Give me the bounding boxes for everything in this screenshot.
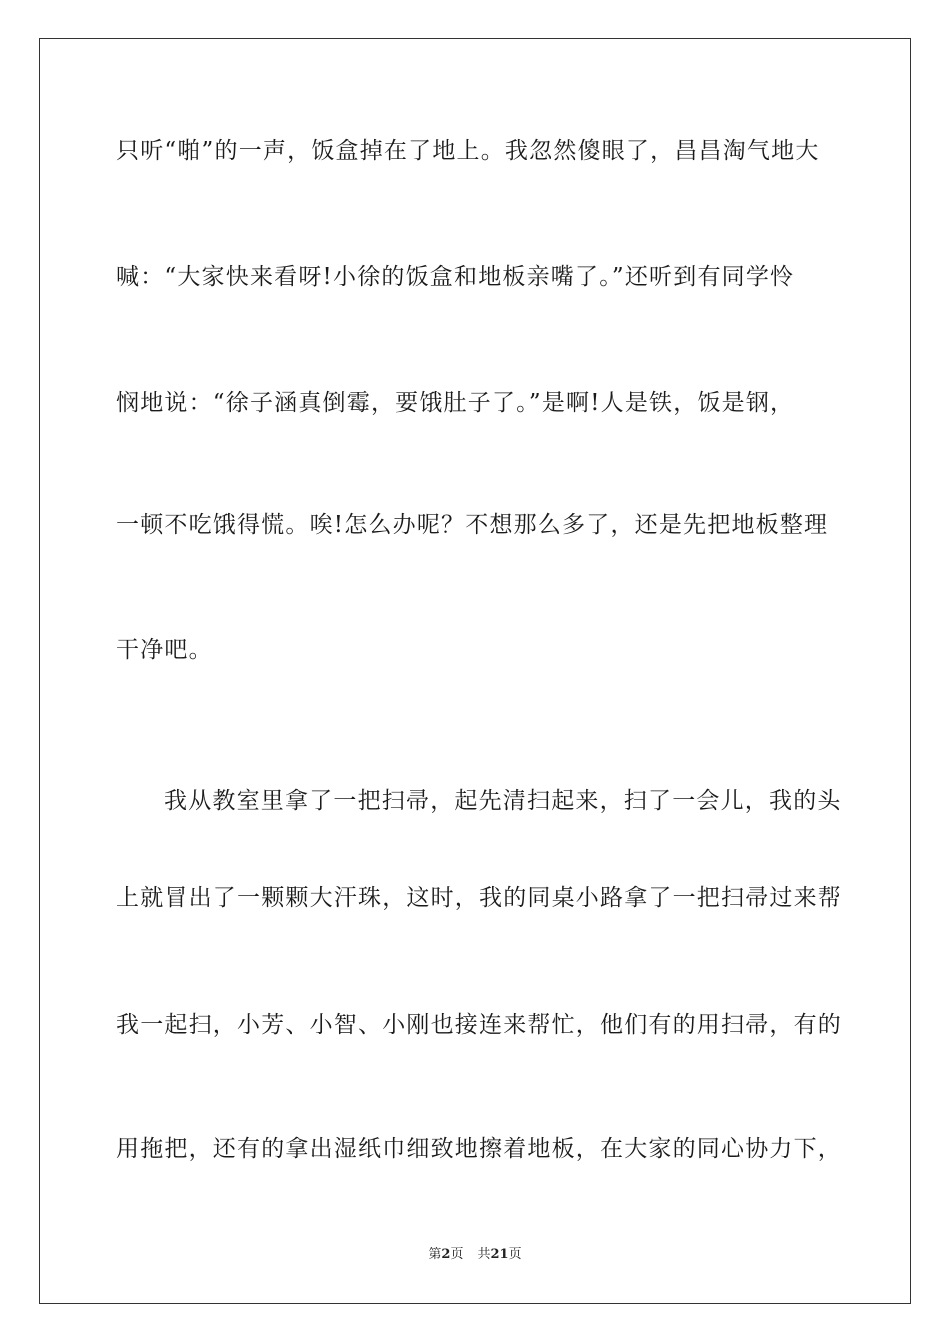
text-line-6: 我从教室里拿了一把扫帚，起先清扫起来，扫了一会儿，我的头: [164, 788, 842, 814]
page-footer: [0, 1246, 950, 1264]
page-border: [39, 38, 911, 1304]
footer-page-prefix: 第: [428, 1247, 442, 1262]
footer-total-pages: 21: [490, 1247, 509, 1262]
footer-page-suffix: 页: [450, 1247, 464, 1262]
text-line-9: 用拖把，还有的拿出湿纸巾细致地擦着地板，在大家的同心协力下，: [116, 1136, 842, 1162]
footer-total-suffix: 页: [508, 1247, 522, 1262]
footer-total-prefix: 共: [477, 1247, 491, 1262]
text-line-1: 只听“啪”的一声，饭盒掉在了地上。我忽然傻眼了，昌昌淘气地大: [116, 138, 820, 164]
footer-page-number: 2: [441, 1247, 451, 1262]
text-line-3: 悯地说：“徐子涵真倒霉，要饿肚子了。”是啊!人是铁，饭是钢，: [116, 390, 795, 416]
text-line-2: 喊：“大家快来看呀!小徐的饭盒和地板亲嘴了。”还听到有同学怜: [116, 264, 795, 290]
text-line-8: 我一起扫，小芳、小智、小刚也接连来帮忙，他们有的用扫帚，有的: [116, 1012, 842, 1038]
text-line-7: 上就冒出了一颗颗大汗珠，这时，我的同桌小路拿了一把扫帚过来帮: [116, 885, 842, 911]
text-line-4: 一顿不吃饿得慌。唉!怎么办呢？不想那么多了，还是先把地板整理: [116, 512, 829, 538]
text-line-5: 干净吧。: [116, 637, 213, 663]
